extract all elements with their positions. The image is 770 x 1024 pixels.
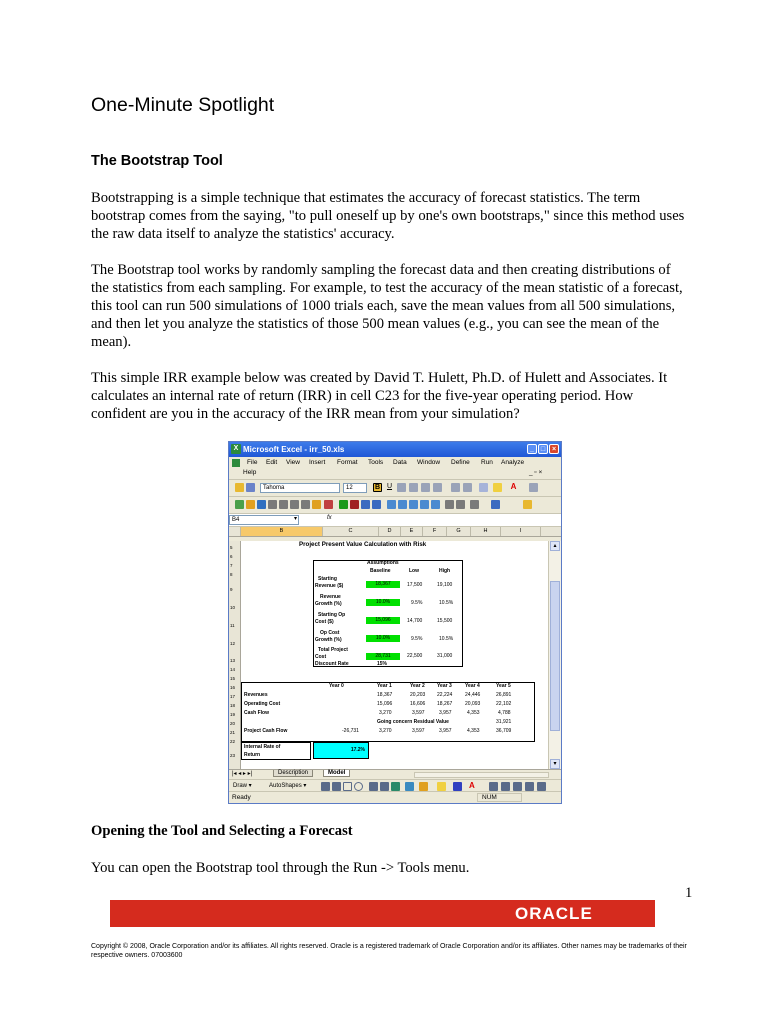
menu-define[interactable]: Define	[451, 459, 470, 466]
menu-help[interactable]: Help	[243, 469, 257, 476]
column-header[interactable]: C	[323, 527, 379, 536]
revenues-cell[interactable]: 22,224	[437, 692, 453, 698]
project-cash-flow-cell[interactable]: 3,957	[439, 728, 452, 734]
project-cash-flow-cell[interactable]: 3,270	[379, 728, 392, 734]
assumption-low-cell[interactable]: 9.5%	[411, 636, 423, 642]
assumption-header-high[interactable]: High	[439, 568, 451, 574]
cash-flow-cell[interactable]: 4,788	[498, 710, 511, 716]
arrow-icon[interactable]	[332, 782, 341, 791]
select-icon[interactable]	[268, 500, 277, 509]
assumption-label[interactable]: Revenue ($)	[315, 583, 344, 589]
irr-label-border	[241, 742, 311, 760]
menu-data[interactable]: Data	[393, 459, 407, 466]
draw-menu[interactable]: Draw ▾	[233, 783, 252, 789]
assumption-baseline-cell[interactable]: 28,731	[366, 653, 400, 660]
row-header[interactable]: 17	[230, 694, 236, 699]
column-header[interactable]: H	[471, 527, 501, 536]
3d-style-icon[interactable]	[537, 782, 546, 791]
line-icon[interactable]	[321, 782, 330, 791]
align-right-icon[interactable]	[421, 483, 430, 492]
cell-prefs-icon[interactable]	[312, 500, 321, 509]
status-ready: Ready	[232, 794, 251, 801]
autoshapes-menu[interactable]: AutoShapes ▾	[269, 783, 307, 789]
operating-cost-cell[interactable]: 16,606	[410, 701, 426, 707]
scroll-up-arrow-icon[interactable]: ▴	[550, 541, 560, 551]
excel-screenshot	[228, 441, 562, 804]
cash-flow-label[interactable]: Cash Flow	[244, 710, 270, 716]
year-header[interactable]: Year 1	[377, 683, 392, 689]
menu-view[interactable]: View	[286, 459, 300, 466]
stop-simulation-icon[interactable]	[350, 500, 359, 509]
font-size-select[interactable]: 12	[343, 483, 367, 493]
paragraph-1: Bootstrapping is a simple technique that estimates the accuracy of forecast statistics. The term bootstrap comes from the saying, "to pull oneself up by one's own bootstraps," since this method uses the raw data itself to analyze the statistics' accuracy.	[91, 190, 685, 242]
excel-title-bar	[229, 442, 561, 457]
scrollbar-thumb[interactable]	[550, 581, 560, 731]
run-prefs-icon[interactable]	[324, 500, 333, 509]
row-header[interactable]: 18	[230, 703, 236, 708]
bold-button[interactable]: B	[374, 484, 381, 491]
assumption-low-cell[interactable]: 17,500	[407, 582, 423, 588]
assumption-high-cell[interactable]: 19,100	[437, 582, 453, 588]
paragraph-3: This simple IRR example below was created by David T. Hulett, Ph.D. of Hulett and Associates. It calculates an internal rate of return (IRR) in cell C23 for the five-year operating period. How confident are you in the accuracy of the IRR mean from your simulation?	[91, 370, 668, 422]
residual-value-label[interactable]: Going concern Residual Value	[377, 719, 449, 725]
tab-navigation-arrows[interactable]: |◂ ◂ ▸ ▸|	[232, 771, 253, 777]
operating-cost-cell[interactable]: 18,267	[437, 701, 453, 707]
column-header[interactable]: G	[447, 527, 471, 536]
draw-font-color-icon[interactable]: A	[469, 781, 475, 790]
status-num-lock: NUM	[477, 793, 522, 802]
discount-rate-cell[interactable]: 15%	[377, 661, 388, 667]
fill-color-icon[interactable]	[493, 483, 502, 492]
assumption-high-cell[interactable]: 10.5%	[439, 600, 454, 606]
fx-icon[interactable]: fx	[327, 515, 332, 521]
overlay-charts-icon[interactable]	[398, 500, 407, 509]
assumption-baseline-cell[interactable]: 10.0%	[366, 599, 400, 606]
discount-rate-label[interactable]: Discount Rate	[315, 661, 349, 667]
font-color-icon[interactable]: A	[510, 482, 517, 491]
merge-icon[interactable]	[433, 483, 442, 492]
revenues-cell[interactable]: 20,203	[410, 692, 426, 698]
assumption-header-baseline[interactable]: Baseline	[370, 568, 391, 574]
extract-data-icon[interactable]	[456, 500, 465, 509]
tab-model[interactable]: Model	[323, 770, 350, 777]
tab-description[interactable]: Description	[273, 770, 313, 777]
irr-label[interactable]: Internal Rate of	[244, 744, 281, 750]
borders-icon[interactable]	[479, 483, 488, 492]
row-header[interactable]: 11	[230, 623, 235, 628]
horizontal-scrollbar[interactable]	[414, 772, 549, 778]
document-window-buttons[interactable]: _ ▫ ×	[529, 469, 543, 476]
row-header[interactable]: 9	[230, 587, 233, 592]
year-header[interactable]: Year 2	[410, 683, 425, 689]
toolbar-options-icon[interactable]	[523, 500, 532, 509]
section-2-heading: Opening the Tool and Selecting a Forecast	[91, 823, 353, 839]
formula-input[interactable]	[341, 515, 546, 524]
assumption-low-cell[interactable]: 22,500	[407, 653, 423, 659]
shadow-style-icon[interactable]	[525, 782, 534, 791]
picture-icon[interactable]	[419, 782, 428, 791]
trend-charts-icon[interactable]	[409, 500, 418, 509]
year-header[interactable]: Year 0	[329, 683, 344, 689]
row-header[interactable]: 21	[230, 730, 236, 735]
column-header[interactable]: E	[401, 527, 423, 536]
status-bar	[229, 791, 562, 804]
row-header-column	[229, 541, 241, 769]
formatting-toolbar	[229, 480, 561, 497]
revenues-cell[interactable]: 24,446	[465, 692, 481, 698]
name-box-dropdown-icon[interactable]: ▾	[294, 516, 298, 522]
project-cash-flow-cell[interactable]: 36,709	[496, 728, 512, 734]
irr-result-cell[interactable]: 17.2%	[313, 742, 369, 759]
sensitivity-charts-icon[interactable]	[420, 500, 429, 509]
help-icon[interactable]	[491, 500, 500, 509]
vertical-scrollbar[interactable]	[548, 541, 561, 769]
assumption-label[interactable]: Cost ($)	[315, 619, 334, 625]
row-header[interactable]: 22	[230, 739, 236, 744]
scatter-charts-icon[interactable]	[431, 500, 440, 509]
row-header[interactable]: 15	[230, 676, 236, 681]
create-report-icon[interactable]	[445, 500, 454, 509]
row-header[interactable]: 5	[230, 545, 233, 550]
menu-format[interactable]: Format	[337, 459, 358, 466]
menu-run[interactable]: Run	[481, 459, 493, 466]
project-cash-flow-cell[interactable]: 3,597	[412, 728, 425, 734]
define-decision-icon[interactable]	[246, 500, 255, 509]
row-header[interactable]: 23	[230, 753, 236, 758]
font-name-select[interactable]: Tahoma	[260, 483, 340, 493]
open-icon[interactable]	[235, 483, 244, 492]
assumption-low-cell[interactable]: 9.5%	[411, 600, 423, 606]
column-header[interactable]: B	[241, 527, 323, 536]
menu-window[interactable]: Window	[417, 459, 441, 466]
assumption-baseline-cell[interactable]: 10.0%	[366, 635, 400, 642]
project-cash-flow-cell[interactable]: 4,353	[467, 728, 480, 734]
revenues-cell[interactable]: 26,891	[496, 692, 512, 698]
page-heading: One-Minute Spotlight	[91, 94, 275, 116]
clear-data-icon[interactable]	[301, 500, 310, 509]
wordart-icon[interactable]	[380, 782, 389, 791]
sheet-title[interactable]: Project Present Value Calculation with Risk	[299, 541, 427, 548]
section-2-text: You can open the Bootstrap tool through the Run -> Tools menu.	[91, 860, 470, 876]
oracle-logo: ORACLE	[515, 904, 593, 923]
assumption-label[interactable]: Revenue	[320, 594, 341, 600]
close-button[interactable]: ×	[549, 444, 559, 454]
cash-flow-cell[interactable]: 4,353	[467, 710, 480, 716]
cash-flow-cell[interactable]: 3,270	[379, 710, 392, 716]
page-number: 1	[685, 885, 693, 901]
row-header[interactable]: 19	[230, 712, 236, 717]
column-header[interactable]: I	[501, 527, 541, 536]
minimize-button[interactable]: _	[527, 444, 537, 454]
cash-flow-cell[interactable]: 3,957	[439, 710, 452, 716]
assumption-label[interactable]: Starting	[318, 576, 337, 582]
assumption-label[interactable]: Growth (%)	[315, 601, 342, 607]
tools-icon[interactable]	[470, 500, 479, 509]
row-header[interactable]: 14	[230, 667, 236, 672]
section-heading: The Bootstrap Tool	[91, 153, 223, 169]
define-assumption-icon[interactable]	[235, 500, 244, 509]
row-header[interactable]: 6	[230, 554, 233, 559]
column-header-row	[229, 527, 561, 537]
year-header[interactable]: Year 3	[437, 683, 452, 689]
copy-data-icon[interactable]	[279, 500, 288, 509]
arrow-style-icon[interactable]	[513, 782, 522, 791]
single-step-icon[interactable]	[372, 500, 381, 509]
menu-tools[interactable]: Tools	[368, 459, 384, 466]
assumption-high-cell[interactable]: 31,000	[437, 653, 453, 659]
row-header[interactable]: 20	[230, 721, 236, 726]
assumption-header-low[interactable]: Low	[409, 568, 419, 574]
revenues-cell[interactable]: 18,367	[377, 692, 393, 698]
indent-icon[interactable]	[451, 483, 460, 492]
operating-cost-cell[interactable]: 22,102	[496, 701, 512, 707]
align-left-icon[interactable]	[397, 483, 406, 492]
clipart-icon[interactable]	[405, 782, 414, 791]
operating-cost-cell[interactable]: 20,093	[465, 701, 481, 707]
textbox-icon[interactable]	[369, 782, 378, 791]
excel-menu-bar	[229, 457, 561, 480]
row-header[interactable]: 10	[230, 605, 236, 610]
assumption-label[interactable]: Growth (%)	[315, 637, 342, 643]
menu-insert[interactable]: Insert	[309, 459, 326, 466]
operating-cost-cell[interactable]: 15,096	[377, 701, 393, 707]
diagram-icon[interactable]	[391, 782, 400, 791]
crystal-ball-toolbar	[229, 497, 561, 514]
maximize-button[interactable]: □	[538, 444, 548, 454]
revenues-label[interactable]: Revenues	[244, 692, 268, 698]
options-icon[interactable]	[529, 483, 538, 492]
residual-value-cell[interactable]: 31,921	[496, 719, 512, 725]
name-box[interactable]: B4	[229, 515, 299, 525]
underline-button[interactable]: U	[386, 483, 393, 490]
define-forecast-icon[interactable]	[257, 500, 266, 509]
row-header[interactable]: 16	[230, 685, 236, 690]
row-header[interactable]: 8	[230, 572, 233, 577]
spreadsheet-grid[interactable]	[229, 541, 549, 769]
outdent-icon[interactable]	[463, 483, 472, 492]
paragraph-2: The Bootstrap tool works by randomly sampling the forecast data and then creating distributions of the statistics from each sampling. For example, to test the accuracy of the mean statistic of a forecast, this tool can run 500 simulations of 1000 trials each, save the mean values from all 500 simulations, and then let you analyze the statistics of those 500 mean values (e.g., you can see the mean of the mean).	[91, 262, 683, 350]
excel-window-title: Microsoft Excel - irr_50.xls	[243, 445, 345, 454]
scroll-down-arrow-icon[interactable]: ▾	[550, 759, 560, 769]
excel-app-icon: X	[231, 444, 241, 454]
column-header[interactable]: D	[379, 527, 401, 536]
paste-data-icon[interactable]	[290, 500, 299, 509]
row-header[interactable]: 7	[230, 563, 233, 568]
menu-edit[interactable]: Edit	[266, 459, 278, 466]
reset-simulation-icon[interactable]	[361, 500, 370, 509]
irr-label[interactable]: Return	[244, 752, 261, 758]
assumption-label[interactable]: Starting Op	[318, 612, 346, 618]
year-header[interactable]: Year 5	[496, 683, 511, 689]
workbook-icon	[232, 459, 240, 467]
line-style-icon[interactable]	[489, 782, 498, 791]
menu-analyze[interactable]: Analyze	[501, 459, 525, 466]
project-cash-flow-label[interactable]: Project Cash Flow	[244, 728, 288, 734]
assumption-low-cell[interactable]: 14,700	[407, 618, 423, 624]
assumption-high-cell[interactable]: 10.5%	[439, 636, 454, 642]
line-color-icon[interactable]	[453, 782, 462, 791]
assumption-baseline-cell[interactable]: 18,367	[366, 581, 400, 588]
assumption-label[interactable]: Op Cost	[320, 630, 340, 636]
rectangle-icon[interactable]	[343, 782, 352, 791]
select-all-corner[interactable]	[229, 527, 241, 536]
column-header[interactable]: F	[423, 527, 447, 536]
assumption-label[interactable]: Cost	[315, 654, 327, 660]
copyright-notice: Copyright © 2008, Oracle Corporation and/or its affiliates. All rights reserved. Oracle is a registered trademark of Oracle Corporation and/or its affiliates. Other names may be trademarks of their respective owners. 07003600	[91, 943, 687, 959]
oval-icon[interactable]	[354, 782, 363, 791]
assumption-high-cell[interactable]: 15,500	[437, 618, 453, 624]
formula-bar	[229, 514, 561, 527]
menu-file[interactable]: File	[247, 459, 258, 466]
save-icon[interactable]	[246, 483, 255, 492]
assumption-label[interactable]: Total Project	[318, 647, 348, 653]
forecast-charts-icon[interactable]	[387, 500, 396, 509]
project-cash-flow-cell[interactable]: -26,731	[342, 728, 359, 734]
draw-fill-color-icon[interactable]	[437, 782, 446, 791]
align-center-icon[interactable]	[409, 483, 418, 492]
assumptions-title[interactable]: Assumptions	[367, 560, 399, 566]
start-simulation-icon[interactable]	[339, 500, 348, 509]
row-header[interactable]: 13	[230, 658, 236, 663]
operating-cost-label[interactable]: Operating Cost	[244, 701, 281, 707]
dash-style-icon[interactable]	[501, 782, 510, 791]
row-header[interactable]: 12	[230, 641, 236, 646]
assumption-baseline-cell[interactable]: 15,096	[366, 617, 400, 624]
year-header[interactable]: Year 4	[465, 683, 480, 689]
cash-flow-cell[interactable]: 3,597	[412, 710, 425, 716]
